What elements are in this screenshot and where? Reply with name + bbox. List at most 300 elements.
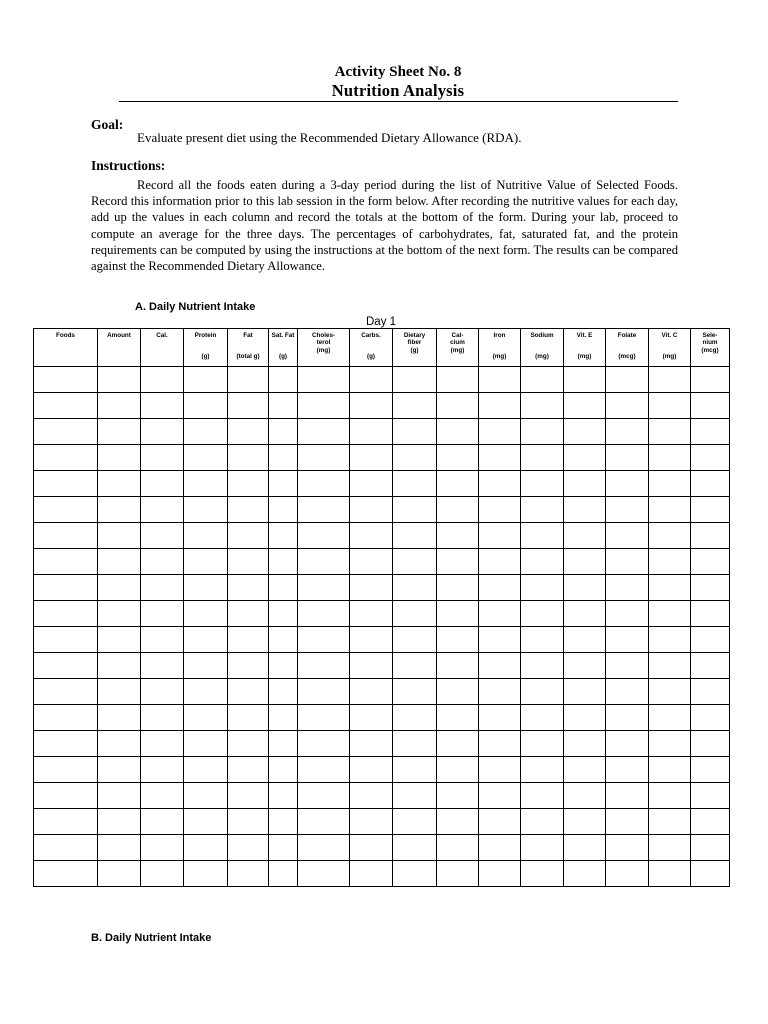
entry-cell[interactable] xyxy=(141,393,184,419)
entry-cell[interactable] xyxy=(184,419,228,445)
entry-cell[interactable] xyxy=(298,835,350,861)
entry-cell[interactable] xyxy=(184,679,228,705)
entry-cell[interactable] xyxy=(98,471,141,497)
entry-cell[interactable] xyxy=(521,809,564,835)
entry-cell[interactable] xyxy=(649,809,691,835)
entry-cell[interactable] xyxy=(228,731,269,757)
entry-cell[interactable] xyxy=(437,731,479,757)
entry-cell[interactable] xyxy=(479,861,521,887)
entry-cell[interactable] xyxy=(691,523,730,549)
entry-cell[interactable] xyxy=(184,731,228,757)
entry-cell[interactable] xyxy=(691,575,730,601)
entry-cell[interactable] xyxy=(298,601,350,627)
entry-cell[interactable] xyxy=(437,393,479,419)
entry-cell[interactable] xyxy=(521,627,564,653)
entry-cell[interactable] xyxy=(298,367,350,393)
entry-cell[interactable] xyxy=(184,601,228,627)
entry-cell[interactable] xyxy=(521,783,564,809)
entry-cell[interactable] xyxy=(564,393,606,419)
entry-cell[interactable] xyxy=(350,471,393,497)
entry-cell[interactable] xyxy=(350,393,393,419)
entry-cell[interactable] xyxy=(298,627,350,653)
entry-cell[interactable] xyxy=(34,471,98,497)
entry-cell[interactable] xyxy=(649,835,691,861)
entry-cell[interactable] xyxy=(479,367,521,393)
entry-cell[interactable] xyxy=(393,575,437,601)
entry-cell[interactable] xyxy=(269,367,298,393)
entry-cell[interactable] xyxy=(141,809,184,835)
entry-cell[interactable] xyxy=(228,705,269,731)
entry-cell[interactable] xyxy=(98,835,141,861)
entry-cell[interactable] xyxy=(691,731,730,757)
entry-cell[interactable] xyxy=(691,393,730,419)
entry-cell[interactable] xyxy=(298,809,350,835)
entry-cell[interactable] xyxy=(437,627,479,653)
entry-cell[interactable] xyxy=(564,835,606,861)
entry-cell[interactable] xyxy=(437,523,479,549)
entry-cell[interactable] xyxy=(649,653,691,679)
entry-cell[interactable] xyxy=(98,575,141,601)
entry-cell[interactable] xyxy=(350,367,393,393)
entry-cell[interactable] xyxy=(269,809,298,835)
entry-cell[interactable] xyxy=(298,861,350,887)
entry-cell[interactable] xyxy=(564,549,606,575)
entry-cell[interactable] xyxy=(437,653,479,679)
entry-cell[interactable] xyxy=(437,809,479,835)
entry-cell[interactable] xyxy=(228,549,269,575)
entry-cell[interactable] xyxy=(691,809,730,835)
entry-cell[interactable] xyxy=(184,445,228,471)
entry-cell[interactable] xyxy=(141,575,184,601)
entry-cell[interactable] xyxy=(350,627,393,653)
entry-cell[interactable] xyxy=(269,445,298,471)
entry-cell[interactable] xyxy=(437,861,479,887)
entry-cell[interactable] xyxy=(479,393,521,419)
entry-cell[interactable] xyxy=(228,861,269,887)
entry-cell[interactable] xyxy=(521,575,564,601)
entry-cell[interactable] xyxy=(184,835,228,861)
entry-cell[interactable] xyxy=(649,549,691,575)
entry-cell[interactable] xyxy=(228,471,269,497)
entry-cell[interactable] xyxy=(298,705,350,731)
entry-cell[interactable] xyxy=(269,471,298,497)
entry-cell[interactable] xyxy=(34,445,98,471)
entry-cell[interactable] xyxy=(649,757,691,783)
entry-cell[interactable] xyxy=(98,445,141,471)
entry-cell[interactable] xyxy=(184,523,228,549)
entry-cell[interactable] xyxy=(298,497,350,523)
entry-cell[interactable] xyxy=(564,445,606,471)
entry-cell[interactable] xyxy=(564,783,606,809)
entry-cell[interactable] xyxy=(141,861,184,887)
entry-cell[interactable] xyxy=(606,757,649,783)
entry-cell[interactable] xyxy=(606,705,649,731)
entry-cell[interactable] xyxy=(184,627,228,653)
entry-cell[interactable] xyxy=(564,419,606,445)
entry-cell[interactable] xyxy=(521,731,564,757)
entry-cell[interactable] xyxy=(98,367,141,393)
entry-cell[interactable] xyxy=(184,653,228,679)
entry-cell[interactable] xyxy=(184,575,228,601)
entry-cell[interactable] xyxy=(437,679,479,705)
entry-cell[interactable] xyxy=(350,445,393,471)
entry-cell[interactable] xyxy=(141,549,184,575)
entry-cell[interactable] xyxy=(521,393,564,419)
entry-cell[interactable] xyxy=(228,809,269,835)
entry-cell[interactable] xyxy=(228,419,269,445)
entry-cell[interactable] xyxy=(34,653,98,679)
entry-cell[interactable] xyxy=(437,835,479,861)
entry-cell[interactable] xyxy=(393,601,437,627)
entry-cell[interactable] xyxy=(350,783,393,809)
entry-cell[interactable] xyxy=(691,705,730,731)
entry-cell[interactable] xyxy=(141,679,184,705)
entry-cell[interactable] xyxy=(521,835,564,861)
entry-cell[interactable] xyxy=(298,783,350,809)
entry-cell[interactable] xyxy=(34,601,98,627)
entry-cell[interactable] xyxy=(606,809,649,835)
entry-cell[interactable] xyxy=(479,835,521,861)
entry-cell[interactable] xyxy=(298,419,350,445)
entry-cell[interactable] xyxy=(564,601,606,627)
entry-cell[interactable] xyxy=(34,419,98,445)
entry-cell[interactable] xyxy=(649,861,691,887)
entry-cell[interactable] xyxy=(606,497,649,523)
entry-cell[interactable] xyxy=(479,809,521,835)
entry-cell[interactable] xyxy=(269,575,298,601)
entry-cell[interactable] xyxy=(437,705,479,731)
entry-cell[interactable] xyxy=(269,861,298,887)
entry-cell[interactable] xyxy=(393,861,437,887)
entry-cell[interactable] xyxy=(606,471,649,497)
entry-cell[interactable] xyxy=(184,783,228,809)
entry-cell[interactable] xyxy=(393,705,437,731)
entry-cell[interactable] xyxy=(479,731,521,757)
entry-cell[interactable] xyxy=(34,549,98,575)
entry-cell[interactable] xyxy=(34,861,98,887)
entry-cell[interactable] xyxy=(564,367,606,393)
entry-cell[interactable] xyxy=(184,809,228,835)
entry-cell[interactable] xyxy=(521,367,564,393)
entry-cell[interactable] xyxy=(393,367,437,393)
entry-cell[interactable] xyxy=(649,783,691,809)
entry-cell[interactable] xyxy=(479,783,521,809)
entry-cell[interactable] xyxy=(34,731,98,757)
entry-cell[interactable] xyxy=(141,757,184,783)
entry-cell[interactable] xyxy=(393,393,437,419)
entry-cell[interactable] xyxy=(393,731,437,757)
entry-cell[interactable] xyxy=(350,653,393,679)
entry-cell[interactable] xyxy=(564,861,606,887)
entry-cell[interactable] xyxy=(691,445,730,471)
entry-cell[interactable] xyxy=(649,497,691,523)
entry-cell[interactable] xyxy=(350,835,393,861)
entry-cell[interactable] xyxy=(606,393,649,419)
entry-cell[interactable] xyxy=(521,523,564,549)
entry-cell[interactable] xyxy=(98,705,141,731)
entry-cell[interactable] xyxy=(606,731,649,757)
entry-cell[interactable] xyxy=(437,471,479,497)
entry-cell[interactable] xyxy=(269,731,298,757)
entry-cell[interactable] xyxy=(393,445,437,471)
entry-cell[interactable] xyxy=(298,653,350,679)
entry-cell[interactable] xyxy=(521,705,564,731)
entry-cell[interactable] xyxy=(479,653,521,679)
entry-cell[interactable] xyxy=(649,601,691,627)
entry-cell[interactable] xyxy=(228,523,269,549)
entry-cell[interactable] xyxy=(606,549,649,575)
entry-cell[interactable] xyxy=(184,471,228,497)
entry-cell[interactable] xyxy=(649,575,691,601)
entry-cell[interactable] xyxy=(98,653,141,679)
entry-cell[interactable] xyxy=(606,523,649,549)
entry-cell[interactable] xyxy=(184,705,228,731)
entry-cell[interactable] xyxy=(269,523,298,549)
entry-cell[interactable] xyxy=(98,523,141,549)
entry-cell[interactable] xyxy=(606,419,649,445)
entry-cell[interactable] xyxy=(98,601,141,627)
entry-cell[interactable] xyxy=(228,679,269,705)
entry-cell[interactable] xyxy=(649,679,691,705)
entry-cell[interactable] xyxy=(98,757,141,783)
entry-cell[interactable] xyxy=(269,783,298,809)
entry-cell[interactable] xyxy=(691,679,730,705)
entry-cell[interactable] xyxy=(393,549,437,575)
entry-cell[interactable] xyxy=(184,549,228,575)
entry-cell[interactable] xyxy=(269,549,298,575)
entry-cell[interactable] xyxy=(34,393,98,419)
entry-cell[interactable] xyxy=(691,367,730,393)
entry-cell[interactable] xyxy=(649,419,691,445)
entry-cell[interactable] xyxy=(298,445,350,471)
entry-cell[interactable] xyxy=(564,705,606,731)
entry-cell[interactable] xyxy=(564,627,606,653)
entry-cell[interactable] xyxy=(298,679,350,705)
entry-cell[interactable] xyxy=(564,731,606,757)
entry-cell[interactable] xyxy=(649,731,691,757)
entry-cell[interactable] xyxy=(437,575,479,601)
entry-cell[interactable] xyxy=(521,471,564,497)
entry-cell[interactable] xyxy=(34,367,98,393)
entry-cell[interactable] xyxy=(521,601,564,627)
entry-cell[interactable] xyxy=(98,679,141,705)
entry-cell[interactable] xyxy=(479,601,521,627)
entry-cell[interactable] xyxy=(691,497,730,523)
entry-cell[interactable] xyxy=(141,653,184,679)
entry-cell[interactable] xyxy=(479,627,521,653)
entry-cell[interactable] xyxy=(479,471,521,497)
entry-cell[interactable] xyxy=(141,731,184,757)
entry-cell[interactable] xyxy=(228,783,269,809)
entry-cell[interactable] xyxy=(350,809,393,835)
entry-cell[interactable] xyxy=(691,419,730,445)
entry-cell[interactable] xyxy=(393,835,437,861)
entry-cell[interactable] xyxy=(298,757,350,783)
entry-cell[interactable] xyxy=(141,783,184,809)
entry-cell[interactable] xyxy=(393,679,437,705)
entry-cell[interactable] xyxy=(521,445,564,471)
entry-cell[interactable] xyxy=(564,809,606,835)
entry-cell[interactable] xyxy=(691,627,730,653)
entry-cell[interactable] xyxy=(606,601,649,627)
entry-cell[interactable] xyxy=(606,783,649,809)
entry-cell[interactable] xyxy=(141,497,184,523)
entry-cell[interactable] xyxy=(98,393,141,419)
entry-cell[interactable] xyxy=(228,835,269,861)
entry-cell[interactable] xyxy=(269,679,298,705)
entry-cell[interactable] xyxy=(141,445,184,471)
entry-cell[interactable] xyxy=(393,497,437,523)
entry-cell[interactable] xyxy=(606,861,649,887)
entry-cell[interactable] xyxy=(98,783,141,809)
entry-cell[interactable] xyxy=(298,471,350,497)
entry-cell[interactable] xyxy=(34,679,98,705)
entry-cell[interactable] xyxy=(606,575,649,601)
entry-cell[interactable] xyxy=(269,497,298,523)
entry-cell[interactable] xyxy=(228,445,269,471)
entry-cell[interactable] xyxy=(606,835,649,861)
entry-cell[interactable] xyxy=(184,497,228,523)
entry-cell[interactable] xyxy=(649,445,691,471)
entry-cell[interactable] xyxy=(34,523,98,549)
entry-cell[interactable] xyxy=(691,835,730,861)
entry-cell[interactable] xyxy=(649,471,691,497)
entry-cell[interactable] xyxy=(228,367,269,393)
entry-cell[interactable] xyxy=(564,653,606,679)
entry-cell[interactable] xyxy=(437,601,479,627)
entry-cell[interactable] xyxy=(98,731,141,757)
entry-cell[interactable] xyxy=(184,367,228,393)
entry-cell[interactable] xyxy=(350,549,393,575)
entry-cell[interactable] xyxy=(269,627,298,653)
entry-cell[interactable] xyxy=(141,523,184,549)
entry-cell[interactable] xyxy=(479,549,521,575)
entry-cell[interactable] xyxy=(393,783,437,809)
entry-cell[interactable] xyxy=(228,653,269,679)
entry-cell[interactable] xyxy=(437,549,479,575)
entry-cell[interactable] xyxy=(228,393,269,419)
entry-cell[interactable] xyxy=(479,445,521,471)
entry-cell[interactable] xyxy=(521,861,564,887)
entry-cell[interactable] xyxy=(393,419,437,445)
entry-cell[interactable] xyxy=(34,783,98,809)
entry-cell[interactable] xyxy=(141,835,184,861)
entry-cell[interactable] xyxy=(269,835,298,861)
entry-cell[interactable] xyxy=(98,497,141,523)
entry-cell[interactable] xyxy=(521,549,564,575)
entry-cell[interactable] xyxy=(228,497,269,523)
entry-cell[interactable] xyxy=(298,393,350,419)
entry-cell[interactable] xyxy=(269,419,298,445)
entry-cell[interactable] xyxy=(649,705,691,731)
entry-cell[interactable] xyxy=(184,757,228,783)
entry-cell[interactable] xyxy=(269,705,298,731)
entry-cell[interactable] xyxy=(564,471,606,497)
entry-cell[interactable] xyxy=(606,367,649,393)
entry-cell[interactable] xyxy=(437,783,479,809)
entry-cell[interactable] xyxy=(479,575,521,601)
entry-cell[interactable] xyxy=(98,549,141,575)
entry-cell[interactable] xyxy=(691,783,730,809)
entry-cell[interactable] xyxy=(521,497,564,523)
entry-cell[interactable] xyxy=(350,497,393,523)
entry-cell[interactable] xyxy=(350,705,393,731)
entry-cell[interactable] xyxy=(691,653,730,679)
entry-cell[interactable] xyxy=(350,679,393,705)
entry-cell[interactable] xyxy=(479,705,521,731)
entry-cell[interactable] xyxy=(691,601,730,627)
entry-cell[interactable] xyxy=(228,757,269,783)
entry-cell[interactable] xyxy=(691,549,730,575)
entry-cell[interactable] xyxy=(228,601,269,627)
entry-cell[interactable] xyxy=(269,601,298,627)
entry-cell[interactable] xyxy=(34,809,98,835)
entry-cell[interactable] xyxy=(350,601,393,627)
entry-cell[interactable] xyxy=(521,757,564,783)
entry-cell[interactable] xyxy=(393,627,437,653)
entry-cell[interactable] xyxy=(437,757,479,783)
entry-cell[interactable] xyxy=(141,471,184,497)
entry-cell[interactable] xyxy=(393,809,437,835)
entry-cell[interactable] xyxy=(649,627,691,653)
entry-cell[interactable] xyxy=(691,471,730,497)
entry-cell[interactable] xyxy=(606,445,649,471)
entry-cell[interactable] xyxy=(521,419,564,445)
entry-cell[interactable] xyxy=(298,731,350,757)
entry-cell[interactable] xyxy=(34,575,98,601)
entry-cell[interactable] xyxy=(649,393,691,419)
entry-cell[interactable] xyxy=(350,757,393,783)
entry-cell[interactable] xyxy=(564,497,606,523)
entry-cell[interactable] xyxy=(479,679,521,705)
entry-cell[interactable] xyxy=(350,419,393,445)
entry-cell[interactable] xyxy=(437,419,479,445)
entry-cell[interactable] xyxy=(269,393,298,419)
entry-cell[interactable] xyxy=(184,393,228,419)
entry-cell[interactable] xyxy=(141,627,184,653)
entry-cell[interactable] xyxy=(564,575,606,601)
entry-cell[interactable] xyxy=(691,861,730,887)
entry-cell[interactable] xyxy=(393,471,437,497)
entry-cell[interactable] xyxy=(437,445,479,471)
entry-cell[interactable] xyxy=(298,575,350,601)
entry-cell[interactable] xyxy=(350,523,393,549)
entry-cell[interactable] xyxy=(34,627,98,653)
entry-cell[interactable] xyxy=(564,757,606,783)
entry-cell[interactable] xyxy=(437,497,479,523)
entry-cell[interactable] xyxy=(269,653,298,679)
entry-cell[interactable] xyxy=(606,679,649,705)
entry-cell[interactable] xyxy=(98,809,141,835)
entry-cell[interactable] xyxy=(606,627,649,653)
entry-cell[interactable] xyxy=(393,653,437,679)
entry-cell[interactable] xyxy=(34,835,98,861)
entry-cell[interactable] xyxy=(141,419,184,445)
entry-cell[interactable] xyxy=(269,757,298,783)
entry-cell[interactable] xyxy=(34,757,98,783)
entry-cell[interactable] xyxy=(350,575,393,601)
entry-cell[interactable] xyxy=(141,367,184,393)
entry-cell[interactable] xyxy=(34,705,98,731)
entry-cell[interactable] xyxy=(350,731,393,757)
entry-cell[interactable] xyxy=(184,861,228,887)
entry-cell[interactable] xyxy=(479,757,521,783)
entry-cell[interactable] xyxy=(141,705,184,731)
entry-cell[interactable] xyxy=(521,679,564,705)
entry-cell[interactable] xyxy=(649,367,691,393)
entry-cell[interactable] xyxy=(564,523,606,549)
entry-cell[interactable] xyxy=(437,367,479,393)
